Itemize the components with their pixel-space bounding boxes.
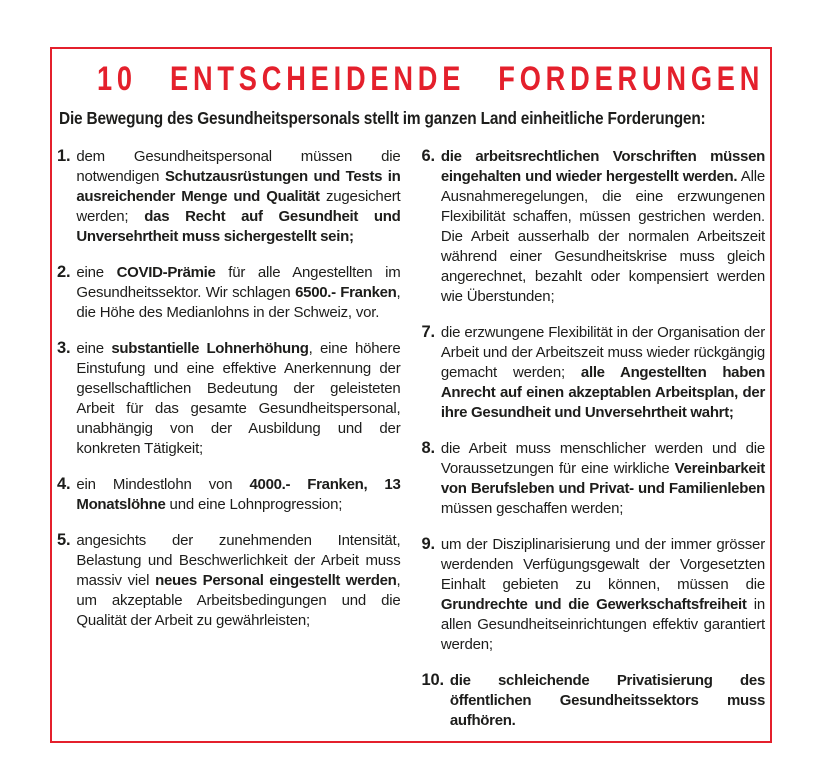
- list-item: [422, 671, 766, 731]
- page-title: 10 ENTSCHEIDENDE FORDERUNGEN: [97, 60, 765, 98]
- item-text: die schleichende Privatisierung des öffentlichen Gesundheitssektors muss aufhören.: [449, 672, 765, 730]
- list-item: [422, 439, 766, 519]
- item-text: die Arbeit muss menschlicher werden und die Voraussetzungen für eine wirkliche Vereinbarkeit von Berufsleben und Privat- und Familienleben müssen geschaffen werden;: [440, 440, 765, 518]
- list-item: [422, 323, 766, 423]
- item-text: dem Gesundheitspersonal müssen die notwendigen Schutzausrüstungen und Tests in ausreichender Menge und Qualität zugesichert werden; das Recht auf Gesundheit und Unversehrtheit muss sichergestellt sein;: [76, 148, 401, 246]
- item-text: angesichts der zunehmenden Intensität, Belastung und Beschwerlichkeit der Arbeit muss massiv viel neues Personal eingestellt werden, um akzeptable Arbeitsbedingungen und die Qualität der Arbeit zu gewährleisten;: [76, 532, 401, 630]
- item-number: 8.: [421, 439, 435, 458]
- list-item: [57, 531, 401, 631]
- item-text: eine COVID-Prämie für alle Angestellten im Gesundheitssektor. Wir schlagen 6500.- Franken, die Höhe des Medianlohns in der Schweiz, vor.: [76, 264, 401, 322]
- item-text: die arbeitsrechtlichen Vorschriften müssen eingehalten und wieder hergestellt werden. Alle Ausnahmeregelungen, die eine erzwungenen Flexibilität schaffen, müssen gestrichen werden. Die Arbeit ausserhalb der normalen Arbeitszeit während einer Gesundheitskrise muss gleich angerechnet, bezahlt oder kompensiert werden wie Überstunden;: [440, 148, 765, 306]
- list-item: [57, 339, 401, 459]
- demands-poster-frame: [50, 47, 772, 743]
- item-number: 10.: [421, 671, 444, 690]
- list-item: [422, 147, 766, 307]
- item-number: 4.: [57, 475, 71, 494]
- list-item: [57, 147, 401, 247]
- list-item: [422, 535, 766, 655]
- item-number: 3.: [57, 339, 71, 358]
- item-number: 6.: [421, 147, 435, 166]
- item-number: 2.: [57, 263, 71, 282]
- item-text: die erzwungene Flexibilität in der Organisation der Arbeit und der Arbeitszeit muss wieder rückgängig gemacht werden; alle Angestellten haben Anrecht auf einen akzeptablen Arbeitsplan, der ihre Gesundheit und Unversehrtheit wahrt;: [440, 324, 765, 422]
- item-number: 7.: [421, 323, 435, 342]
- item-number: 5.: [57, 531, 71, 550]
- item-number: 9.: [421, 535, 435, 554]
- item-number: 1.: [57, 147, 71, 166]
- demands-columns: [57, 147, 765, 731]
- item-text: ein Mindestlohn von 4000.- Franken, 13 Monatslöhne und eine Lohnprogression;: [76, 476, 401, 514]
- item-text: um der Disziplinarisierung und der immer grösser werdenden Verfügungsgewalt der Vorgesetzten Einhalt gebieten zu können, müssen die Grundrechte und die Gewerkschaftsfreiheit in allen Gesundheitseinrichtungen effektiv garantiert werden;: [440, 536, 765, 654]
- demands-column-right: [422, 147, 766, 731]
- intro-line: Die Bewegung des Gesundheitspersonals stellt im ganzen Land einheitliche Forderungen:: [59, 108, 706, 129]
- demands-column-left: [57, 147, 401, 631]
- item-text: eine substantielle Lohnerhöhung, eine höhere Einstufung und eine effektive Anerkennung der gesellschaftlichen Bedeutung der geleisteten Arbeit für das gesamte Gesundheitspersonal, unabhängig von der Ausbildung und der konkreten Tätigkeit;: [76, 340, 401, 458]
- list-item: [57, 263, 401, 323]
- list-item: [57, 475, 401, 515]
